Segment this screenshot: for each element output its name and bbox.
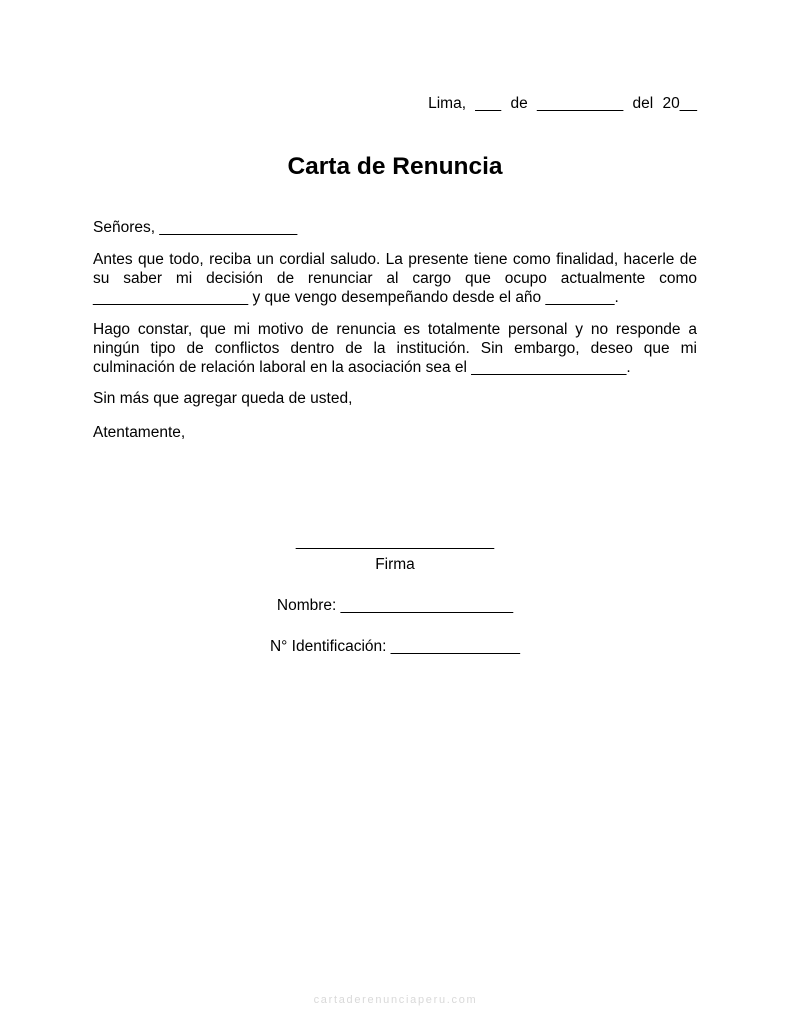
signature-label: Firma xyxy=(375,556,415,573)
paragraph-line: su saber mi decisión de renunciar al cargo que ocupo actualmente como xyxy=(93,270,697,287)
closing-line: Sin más que agregar queda de usted, xyxy=(93,390,353,407)
paragraph-line: culminación de relación laboral en la asociación sea el __________________. xyxy=(93,359,631,376)
sign-off: Atentamente, xyxy=(93,424,186,441)
paragraph-resignation-notice xyxy=(93,250,697,307)
paragraph-line: ningún tipo de conflictos dentro de la institución. Sin embargo, deseo que mi xyxy=(93,340,697,357)
paragraph-reason xyxy=(93,320,697,377)
letter-title: Carta de Renuncia xyxy=(287,153,503,180)
paragraph-line: __________________ y que vengo desempeñando desde el año ________. xyxy=(93,289,619,306)
date-line: Lima, ___ de __________ del 20__ xyxy=(428,95,697,112)
signature-line: _______________________ xyxy=(295,533,495,550)
id-number-field: N° Identificación: _______________ xyxy=(269,638,521,655)
salutation: Señores, ________________ xyxy=(93,219,298,236)
watermark: cartaderenunciaperu.com xyxy=(313,994,478,1006)
name-field: Nombre: ____________________ xyxy=(276,597,514,614)
paragraph-line: Antes que todo, reciba un cordial saludo. La presente tiene como finalidad, hacerle de xyxy=(93,251,697,268)
paragraph-line: Hago constar, que mi motivo de renuncia es totalmente personal y no responde a xyxy=(93,321,697,338)
